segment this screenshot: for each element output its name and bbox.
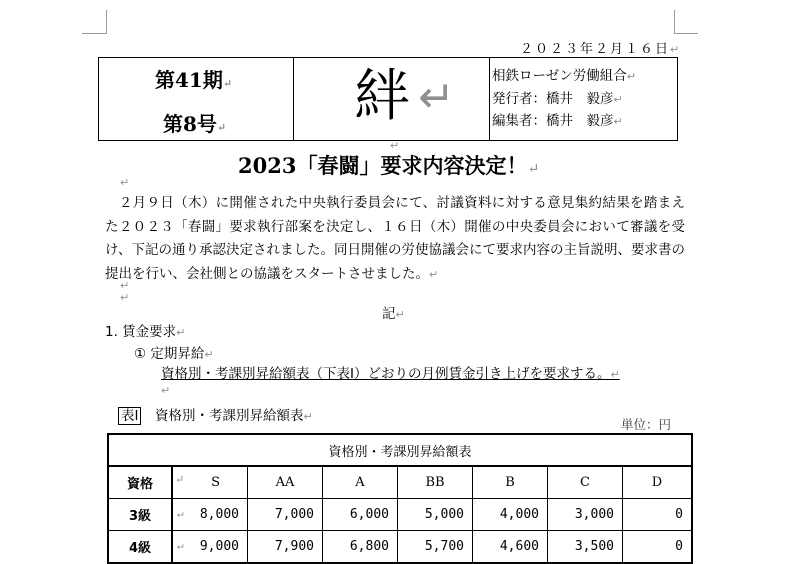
crop-mark-top-right-h <box>674 33 698 34</box>
cell: 4,000 <box>473 499 548 531</box>
table-label-box: 表Ⅰ <box>118 407 141 425</box>
table-row <box>108 531 692 564</box>
masthead-cell <box>294 58 490 140</box>
issue-number: 第8号↵ <box>163 112 227 136</box>
cell: 3,500 <box>548 531 623 564</box>
paragraph-mark: ↵ <box>120 279 130 292</box>
cell: 6,800 <box>323 531 398 564</box>
masthead-box <box>98 57 678 141</box>
article-body <box>105 192 685 286</box>
union-name: 相鉄ローゼン労働組合↵ <box>492 68 636 84</box>
crop-mark-top-right <box>674 10 675 34</box>
cell: 3,000 <box>548 499 623 531</box>
cell: 5,700 <box>398 531 473 564</box>
cell: 5,000 <box>398 499 473 531</box>
header-col: ↵ S <box>172 466 248 499</box>
article-title: 2023「春闘」要求内容決定！↵ <box>238 153 540 178</box>
section-wage-request: 1. 賃金要求↵ <box>105 324 186 340</box>
header-col: C <box>548 466 623 499</box>
raise-table <box>107 433 693 564</box>
header-col: BB <box>398 466 473 499</box>
header-col: D <box>623 466 693 499</box>
crop-mark-top-left-h <box>82 33 106 34</box>
editor-line: 編集者：橋井 毅彦↵ <box>492 113 623 129</box>
cell: 4,600 <box>473 531 548 564</box>
header-col: AA <box>248 466 323 499</box>
paragraph-mark: ↵ <box>161 384 171 397</box>
body-paragraph: ２月９日（木）に開催された中央執行委員会にて、討議資料に対する意見集約結果を踏まえた２０２３「春闘」要求執行部案を決定し、１６日（木）開催の中央委員会において審議を受け、下記の通り承認決定されました。同日開催の労使協議会にて要求内容の主旨説明、要求書の提出を行い、会社側との協議をスタートさせました。↵ <box>105 195 685 282</box>
cell: 7,900 <box>248 531 323 564</box>
cell: 6,000 <box>323 499 398 531</box>
crop-mark-top-left <box>106 10 107 34</box>
cell: 0 <box>623 531 693 564</box>
table-caption: 資格別・考課別昇給額表 <box>108 434 692 466</box>
paragraph-mark: ↵ <box>120 291 130 304</box>
table-row <box>108 499 692 531</box>
table-header-row <box>108 466 692 499</box>
header-col: B <box>473 466 548 499</box>
paragraph-mark: ↵ <box>390 139 400 152</box>
masthead-title: 絆 <box>354 64 410 129</box>
issue-volume: 第41期↵ <box>155 68 233 92</box>
row-grade: 3級 <box>108 499 172 531</box>
issue-date: ２０２３年２月１６日↵ <box>520 42 682 57</box>
requirement-text: 資格別・考課別昇給額表（下表Ⅰ）どおりの月例賃金引き上げを要求する。↵ <box>161 366 620 382</box>
ki-marker: 記↵ <box>382 306 405 322</box>
cell: 0 <box>623 499 693 531</box>
cell: 7,000 <box>248 499 323 531</box>
header-col: A <box>323 466 398 499</box>
subsection-regular-raise: ① 定期昇給↵ <box>134 346 214 362</box>
issue-cell <box>99 58 294 140</box>
publisher-cell <box>490 58 678 140</box>
raise-table-wrapper <box>107 433 693 564</box>
header-grade: 資格 <box>108 466 172 499</box>
publisher-line: 発行者：橋井 毅彦↵ <box>492 91 623 107</box>
cell: ↵ 9,000 <box>172 531 248 564</box>
paragraph-mark: ↵ <box>120 176 130 189</box>
unit-label: 単位：円 <box>621 417 672 432</box>
cell: ↵ 8,000 <box>172 499 248 531</box>
table-label: 表Ⅰ 資格別・考課別昇給額表↵ <box>118 404 313 424</box>
row-grade: 4級 <box>108 531 172 564</box>
return-mark-icon: ↵ <box>418 72 455 123</box>
